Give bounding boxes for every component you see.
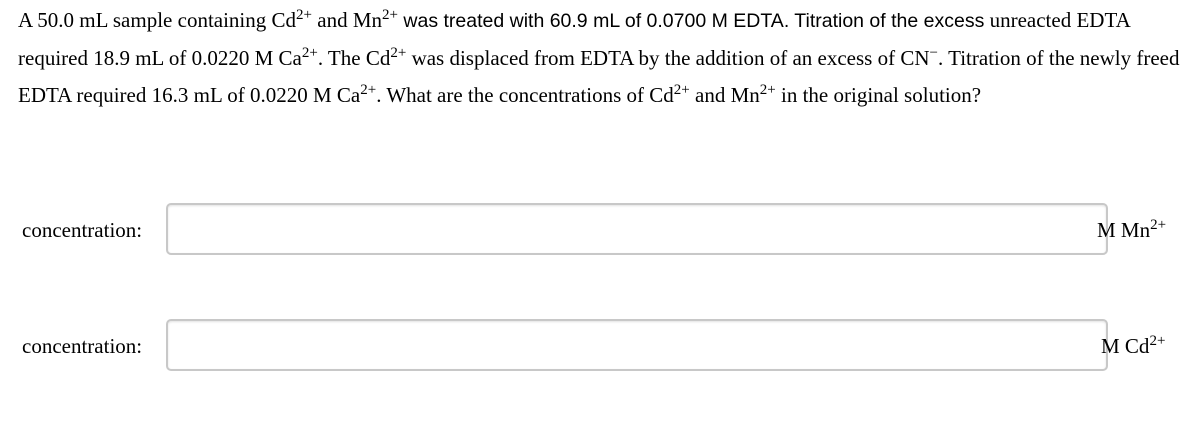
- question-text-part: Mn: [725, 83, 760, 107]
- unit-superscript: 2+: [1149, 333, 1166, 349]
- question-text-part: unreacted EDTA required 18.9 mL of 0.0220 M Ca: [18, 8, 1130, 70]
- answer-row-cd: [22, 319, 1192, 373]
- answer-row-mn: [22, 203, 1192, 257]
- question-text-part: CN: [895, 46, 930, 70]
- unit-text: M Mn: [1097, 218, 1151, 242]
- question-text-part: . The Cd: [317, 46, 391, 70]
- cd-concentration-box[interactable]: [166, 319, 1108, 371]
- charge-superscript: 2+: [390, 45, 407, 61]
- mn-concentration-input[interactable]: [168, 205, 1106, 253]
- question-text: [18, 2, 1188, 114]
- mn-concentration-box[interactable]: [166, 203, 1108, 255]
- question-text-part: and: [689, 83, 726, 107]
- question-text-part: in the original solution?: [775, 83, 982, 107]
- charge-superscript: 2+: [382, 7, 398, 23]
- question-text-part: and Mn: [312, 8, 382, 32]
- charge-superscript: 2+: [673, 82, 690, 98]
- question-text-part: was displaced from EDTA by the addition of an excess of: [406, 46, 896, 70]
- charge-superscript: 2+: [301, 45, 318, 61]
- concentration-label: concentration:: [22, 218, 143, 242]
- charge-superscript: −: [929, 45, 938, 61]
- question-text-part: . What are the concentrations of Cd: [376, 83, 674, 107]
- question-text-part: . Titration of the newly freed EDTA required 16.3 mL of 0.0220 M Ca: [18, 46, 1180, 107]
- charge-superscript: 2+: [360, 82, 377, 98]
- cd-concentration-input[interactable]: [168, 321, 1106, 369]
- unit-superscript: 2+: [1150, 217, 1167, 233]
- charge-superscript: 2+: [759, 82, 776, 98]
- unit-label-mn: [1097, 217, 1166, 243]
- charge-superscript: 2+: [296, 7, 312, 23]
- concentration-label: concentration:: [22, 334, 143, 358]
- question-text-part: was treated with 60.9 mL of 0.0700 M EDTA. Titration of the excess: [397, 10, 985, 32]
- unit-label-cd: [1101, 333, 1165, 359]
- unit-text: M Cd: [1101, 334, 1150, 358]
- question-text-part: A 50.0 mL sample containing Cd: [18, 8, 297, 32]
